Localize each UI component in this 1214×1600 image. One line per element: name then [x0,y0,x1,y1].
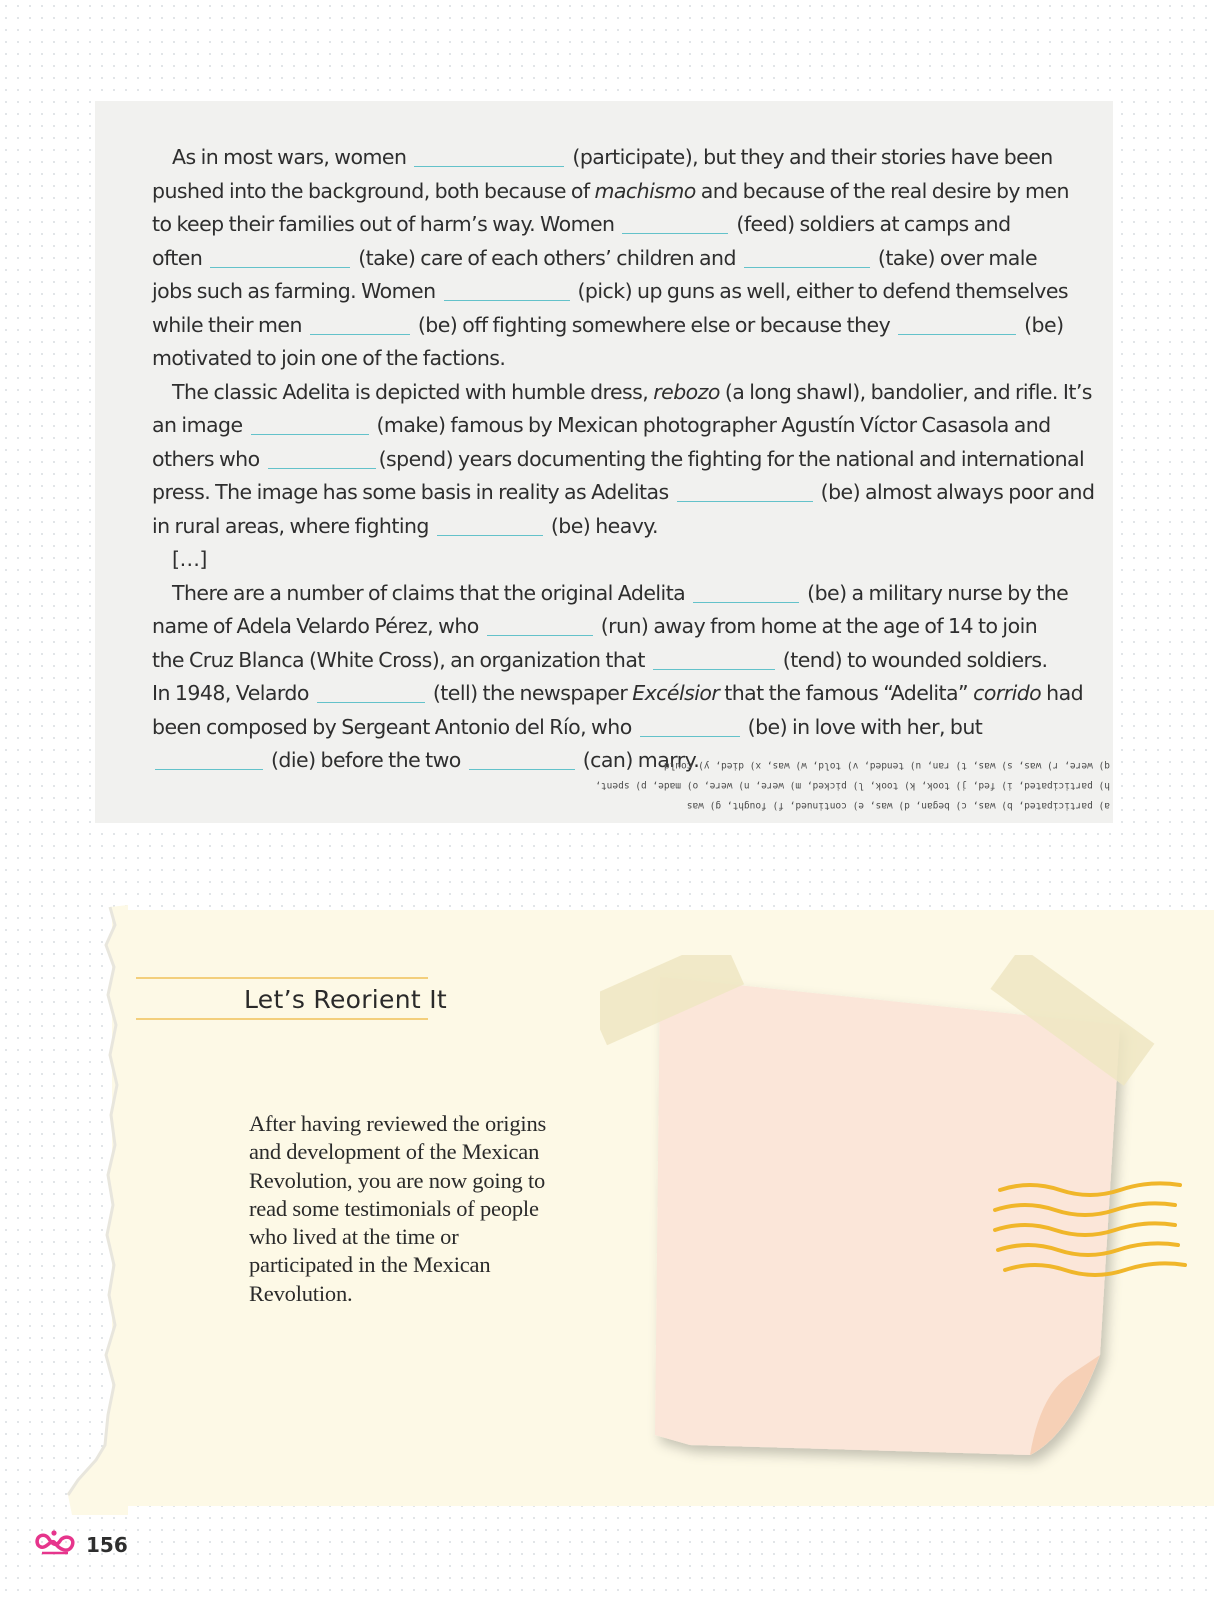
exercise-text-segment: […] [172,547,207,571]
exercise-text-segment: been composed by Sergeant Antonio del Río, who [152,714,637,739]
exercise-line [152,677,1084,711]
answer-blank[interactable] [210,247,350,268]
answer-blank[interactable] [437,515,543,536]
exercise-text-segment: (be) a military nurse by the [802,580,1069,605]
intro-paragraph: After having reviewed the origins and development of the Mexican Revolution, you are now going to read some testimonials of people who lived at the time or participated in the Mexican Revolution. [249,1111,547,1306]
answer-blank[interactable] [487,615,593,636]
exercise-text-segment: often [152,245,208,270]
exercise-text-segment: motivated to join one of the factions. [152,346,506,370]
exercise-text-segment: (feed) soldiers at camps and [731,212,1011,236]
answer-key-line: q) were, r) was, s) was, t) ran, u) tended, v) told, w) was, x) died, y) could [663,760,1110,771]
exercise-line [152,476,1095,510]
answer-blank[interactable] [898,314,1016,335]
answer-blank[interactable] [414,146,564,167]
exercise-text-segment: an image [152,413,248,437]
answer-blank[interactable] [251,414,369,435]
exercise-text-segment: name of Adela Velardo Pérez, who [152,614,484,638]
exercise-text-segment: press. The image has some basis in reality as Adelitas [152,480,674,504]
exercise-line [152,141,1057,175]
italic-term: corrido [973,681,1042,705]
exercise-line [152,242,1057,276]
exercise-text-segment: (be) in love with her, but [742,714,983,739]
answer-blank[interactable] [310,314,410,335]
exercise-text-segment: the Cruz Blanca (White Cross), an organization that [152,647,650,672]
answer-blank[interactable] [744,247,870,268]
exercise-line [152,577,1069,611]
exercise-line [152,711,1057,745]
exercise-line [152,376,1092,410]
infinity-knot-logo-icon [32,1527,78,1557]
answer-blank[interactable] [317,682,425,703]
exercise-text-segment: (tend) to wounded soldiers. [777,647,1048,672]
exercise-text-segment: to keep their families out of harm’s way. Women [152,212,620,236]
exercise-text-segment: (run) away from home at the age of 14 to join [595,614,1038,638]
exercise-text-segment: (be) off fighting somewhere else or because they [412,312,896,337]
section-title: Let’s Reorient It [244,985,447,1014]
exercise-text-segment: (be) almost always poor and [815,480,1095,504]
exercise-text-segment: (die) before the two [266,748,466,772]
exercise-text-segment: (tell) the newspaper [427,681,633,705]
answer-blank[interactable] [622,213,728,234]
exercise-text-segment: There are a number of claims that the original Adelita [172,580,691,605]
exercise-text-segment: and because of the real desire by men [695,178,1069,203]
exercise-text-segment: (pick) up guns as well, either to defend themselves [572,279,1069,303]
page-number: 156 [86,1533,128,1557]
italic-term: rebozo [653,379,720,404]
exercise-text-segment: (take) over male [872,245,1038,270]
answer-blank[interactable] [469,749,575,770]
answer-blank[interactable] [268,448,376,469]
exercise-text-segment: In 1948, Velardo [152,681,314,705]
exercise-line [152,208,1057,242]
exercise-text-segment: (can) marry. [577,748,700,772]
exercise-line [152,409,1057,443]
exercise-text-segment: others who [152,446,265,471]
title-rule-bottom [136,1018,428,1020]
exercise-text-segment: The classic Adelita is depicted with humble dress, [172,379,654,404]
exercise-line [152,342,1057,376]
exercise-text-segment: while their men [152,312,307,337]
sticky-note-paper [655,977,1120,1455]
exercise-line [152,543,1057,577]
exercise-text-segment: pushed into the background, both because of [152,178,595,203]
exercise-line [152,175,1069,209]
exercise-text-segment: had [1041,681,1084,705]
answer-blank[interactable] [693,582,799,603]
fill-in-blank-exercise [152,141,1095,778]
exercise-text-segment: that the famous “Adelita” [719,681,974,705]
exercise-line [152,510,1057,544]
answer-blank[interactable] [444,280,570,301]
exercise-text-segment: (take) care of each others’ children and [353,245,741,270]
exercise-text-segment: (be) heavy. [545,513,658,538]
title-rule-top [136,977,428,979]
torn-paper-edge [58,905,128,1515]
exercise-line [152,610,1057,644]
answer-blank[interactable] [155,749,263,770]
exercise-text-segment: (participate), but they and their stories have been [567,145,1053,169]
italic-term: machismo [594,178,696,203]
exercise-text-segment: (spend) years documenting the fighting for the national and international [378,446,1085,471]
exercise-text-segment: (make) famous by Mexican photographer Agustín Víctor Casasola and [371,413,1051,437]
exercise-text-segment: (be) [1019,312,1064,337]
italic-term: Excélsior [632,681,720,705]
answer-blank[interactable] [677,481,813,502]
exercise-text-segment: (a long shawl), bandolier, and rifle. It’s [719,379,1092,404]
exercise-text-segment: As in most wars, women [172,145,412,169]
answer-blank[interactable] [653,649,775,670]
answer-blank[interactable] [640,716,740,737]
exercise-text-segment: in rural areas, where fighting [152,513,434,538]
answer-key-line: a) participated, b) was, c) began, d) was, e) continued, f) fought, g) was [686,800,1110,811]
exercise-text-segment: jobs such as farming. Women [152,279,441,303]
exercise-line [152,443,1085,477]
answer-key-line: h) participated, i) fed, j) took, k) took, l) picked, m) were, n) were, o) made, p) spent, [595,780,1110,791]
exercise-line [152,644,1057,678]
sticky-note [600,955,1214,1475]
exercise-line [152,309,1064,343]
exercise-line [152,275,1069,309]
